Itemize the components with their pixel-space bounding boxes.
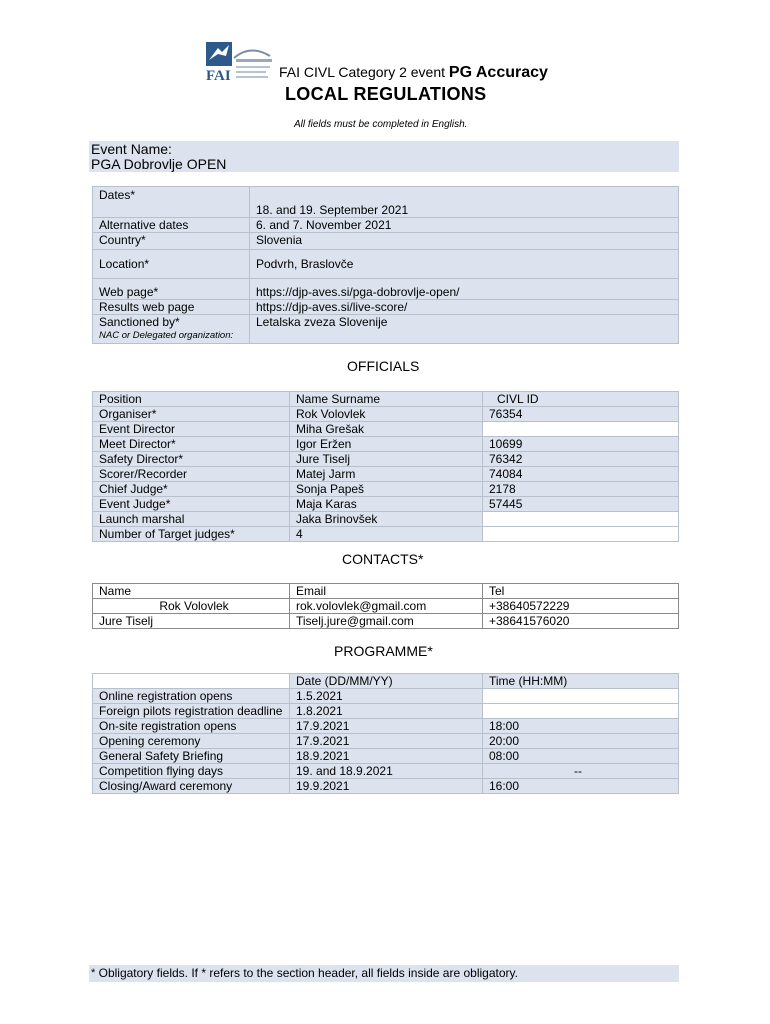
table-row xyxy=(93,734,679,749)
logo-text: FAI xyxy=(206,68,231,84)
official-civl xyxy=(483,512,679,527)
official-position: Organiser* xyxy=(93,407,290,422)
general-info-table xyxy=(92,186,679,344)
alt-dates-value: 6. and 7. November 2021 xyxy=(250,218,679,233)
contact-email: rok.volovlek@gmail.com xyxy=(290,599,483,614)
official-civl xyxy=(483,527,679,542)
programme-time: -- xyxy=(483,764,679,779)
title-bold: PG Accuracy xyxy=(448,64,548,81)
dates-label: Dates* xyxy=(93,187,250,218)
programme-date: 18.9.2021 xyxy=(290,749,483,764)
official-position: Event Judge* xyxy=(93,497,290,512)
official-civl: 74084 xyxy=(483,467,679,482)
officials-header-name: Name Surname xyxy=(290,392,483,407)
results-value: https://djp-aves.si/live-score/ xyxy=(250,300,679,315)
table-row xyxy=(93,779,679,794)
table-row xyxy=(93,614,679,629)
contacts-header-tel: Tel xyxy=(483,584,679,599)
location-value: Podvrh, Braslovče xyxy=(250,250,679,279)
country-label: Country* xyxy=(93,233,250,250)
alt-dates-label: Alternative dates xyxy=(93,218,250,233)
programme-date: 1.5.2021 xyxy=(290,689,483,704)
contacts-header-name: Name xyxy=(93,584,290,599)
title-prefix: FAI CIVL Category 2 event xyxy=(279,64,449,80)
web-row xyxy=(93,279,679,300)
programme-header-row xyxy=(93,674,679,689)
contact-tel: +38641576020 xyxy=(483,614,679,629)
official-name: Maja Karas xyxy=(290,497,483,512)
table-row xyxy=(93,527,679,542)
contacts-header-email: Email xyxy=(290,584,483,599)
table-row xyxy=(93,512,679,527)
table-row xyxy=(93,437,679,452)
sanctioned-value: Letalska zveza Slovenije xyxy=(250,315,679,344)
programme-table xyxy=(92,673,679,794)
programme-time: 08:00 xyxy=(483,749,679,764)
sanctioned-row xyxy=(93,315,679,344)
contacts-header-row xyxy=(93,584,679,599)
contact-email: Tiselj.jure@gmail.com xyxy=(290,614,483,629)
programme-header-event xyxy=(93,674,290,689)
programme-event: On-site registration opens xyxy=(93,719,290,734)
table-row xyxy=(93,749,679,764)
table-row xyxy=(93,704,679,719)
programme-date: 19.9.2021 xyxy=(290,779,483,794)
programme-date: 17.9.2021 xyxy=(290,719,483,734)
contact-name: Rok Volovlek xyxy=(93,599,290,614)
dates-value: 18. and 19. September 2021 xyxy=(250,187,679,218)
fai-logo xyxy=(206,42,274,84)
official-name: Igor Eržen xyxy=(290,437,483,452)
programme-event: Opening ceremony xyxy=(93,734,290,749)
official-position: Scorer/Recorder xyxy=(93,467,290,482)
official-name: 4 xyxy=(290,527,483,542)
official-civl xyxy=(483,422,679,437)
footnote-star: * xyxy=(91,967,96,979)
table-row xyxy=(93,467,679,482)
official-position: Safety Director* xyxy=(93,452,290,467)
contact-name: Jure Tiselj xyxy=(93,614,290,629)
footnote-text: Obligatory fields. If * refers to the section header, all fields inside are obligatory. xyxy=(95,966,518,980)
obligatory-footnote xyxy=(89,965,679,982)
table-row xyxy=(93,599,679,614)
programme-event: Competition flying days xyxy=(93,764,290,779)
official-name: Jure Tiselj xyxy=(290,452,483,467)
location-row xyxy=(93,250,679,279)
location-label: Location* xyxy=(93,250,250,279)
official-name: Miha Grešak xyxy=(290,422,483,437)
english-note: All fields must be completed in English. xyxy=(294,119,468,130)
header-title xyxy=(279,64,548,82)
country-value: Slovenia xyxy=(250,233,679,250)
official-name: Jaka Brinovšek xyxy=(290,512,483,527)
programme-event: General Safety Briefing xyxy=(93,749,290,764)
table-row xyxy=(93,407,679,422)
web-label: Web page* xyxy=(93,279,250,300)
official-position: Event Director xyxy=(93,422,290,437)
programme-time xyxy=(483,704,679,719)
official-civl: 76354 xyxy=(483,407,679,422)
dates-row xyxy=(93,187,679,218)
officials-header-position: Position xyxy=(93,392,290,407)
alt-dates-row xyxy=(93,218,679,233)
official-position: Number of Target judges* xyxy=(93,527,290,542)
programme-header-date: Date (DD/MM/YY) xyxy=(290,674,483,689)
programme-date: 17.9.2021 xyxy=(290,734,483,749)
results-label: Results web page xyxy=(93,300,250,315)
programme-header-time: Time (HH:MM) xyxy=(483,674,679,689)
official-position: Chief Judge* xyxy=(93,482,290,497)
official-position: Launch marshal xyxy=(93,512,290,527)
table-row xyxy=(93,482,679,497)
programme-date: 1.8.2021 xyxy=(290,704,483,719)
sanctioned-label: Sanctioned by* xyxy=(99,315,180,329)
event-name-value: PGA Dobrovlje OPEN xyxy=(91,156,227,172)
contacts-title: CONTACTS* xyxy=(342,551,424,567)
table-row xyxy=(93,719,679,734)
web-value: https://djp-aves.si/pga-dobrovlje-open/ xyxy=(250,279,679,300)
header-subtitle: LOCAL REGULATIONS xyxy=(285,84,487,104)
official-civl: 2178 xyxy=(483,482,679,497)
table-row xyxy=(93,497,679,512)
contacts-table xyxy=(92,583,679,629)
officials-header-row xyxy=(93,392,679,407)
official-civl: 76342 xyxy=(483,452,679,467)
programme-time: 16:00 xyxy=(483,779,679,794)
officials-table xyxy=(92,391,679,542)
event-name-block xyxy=(89,141,679,172)
programme-event: Online registration opens xyxy=(93,689,290,704)
official-name: Sonja Papeš xyxy=(290,482,483,497)
official-civl: 10699 xyxy=(483,437,679,452)
officials-title: OFFICIALS xyxy=(347,358,420,374)
official-civl: 57445 xyxy=(483,497,679,512)
programme-date: 19. and 18.9.2021 xyxy=(290,764,483,779)
country-row xyxy=(93,233,679,250)
event-name-label: Event Name: xyxy=(91,141,172,157)
programme-time xyxy=(483,689,679,704)
table-row xyxy=(93,422,679,437)
official-name: Rok Volovlek xyxy=(290,407,483,422)
official-name: Matej Jarm xyxy=(290,467,483,482)
results-row xyxy=(93,300,679,315)
programme-title: PROGRAMME* xyxy=(334,643,433,659)
programme-time: 20:00 xyxy=(483,734,679,749)
contact-tel: +38640572229 xyxy=(483,599,679,614)
programme-time: 18:00 xyxy=(483,719,679,734)
table-row xyxy=(93,689,679,704)
table-row xyxy=(93,764,679,779)
table-row xyxy=(93,452,679,467)
programme-event: Foreign pilots registration deadline xyxy=(93,704,290,719)
programme-event: Closing/Award ceremony xyxy=(93,779,290,794)
sanctioned-cell xyxy=(93,315,250,344)
nac-label: NAC or Delegated organization: xyxy=(99,330,234,341)
official-position: Meet Director* xyxy=(93,437,290,452)
officials-header-civl: CIVL ID xyxy=(483,392,679,407)
